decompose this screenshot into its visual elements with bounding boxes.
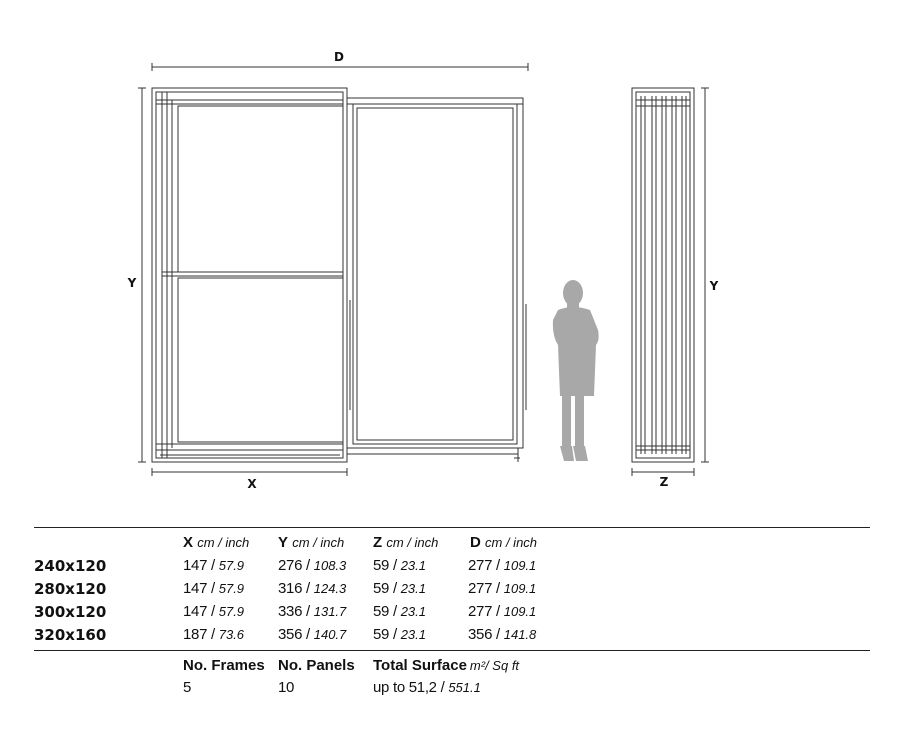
cell-x bbox=[183, 626, 244, 643]
cell-imperial: 109.1 bbox=[503, 581, 537, 596]
panels-label: No. Panels bbox=[278, 657, 355, 674]
person-silhouette-icon bbox=[553, 280, 599, 461]
surface-metric: up to 51,2 / bbox=[373, 679, 449, 696]
cell-metric: 277 / bbox=[468, 557, 504, 574]
cell-y bbox=[278, 626, 346, 643]
cell-d bbox=[468, 580, 536, 597]
col-header-d bbox=[470, 534, 537, 551]
dim-label-x: X bbox=[247, 477, 257, 491]
cell-y bbox=[278, 603, 346, 620]
table-bottom-rule bbox=[34, 650, 870, 651]
col-unit: cm / inch bbox=[197, 535, 250, 550]
cell-metric: 356 / bbox=[468, 626, 504, 643]
cell-imperial: 57.9 bbox=[218, 604, 245, 619]
frames-value: 5 bbox=[183, 679, 192, 696]
frames-label: No. Frames bbox=[183, 657, 265, 674]
cell-x bbox=[183, 580, 244, 597]
dim-label-z: Z bbox=[659, 475, 669, 489]
surface-value bbox=[373, 679, 481, 696]
col-key: X bbox=[183, 534, 194, 551]
row-name: 280x120 bbox=[34, 580, 107, 598]
col-unit: cm / inch bbox=[386, 535, 439, 550]
cell-imperial: 109.1 bbox=[503, 604, 537, 619]
table-top-rule bbox=[34, 527, 870, 528]
cell-imperial: 109.1 bbox=[503, 558, 537, 573]
cell-z bbox=[373, 603, 426, 620]
cell-imperial: 73.6 bbox=[218, 627, 245, 642]
cell-metric: 147 / bbox=[183, 557, 219, 574]
cell-imperial: 23.1 bbox=[400, 604, 426, 619]
cell-metric: 277 / bbox=[468, 603, 504, 620]
cell-metric: 187 / bbox=[183, 626, 219, 643]
cell-metric: 59 / bbox=[373, 580, 401, 597]
cell-imperial: 141.8 bbox=[503, 627, 537, 642]
col-key: Y bbox=[278, 534, 289, 551]
cell-y bbox=[278, 580, 346, 597]
surface-header bbox=[373, 657, 519, 674]
dim-label-y-front: Y bbox=[127, 276, 137, 290]
cell-metric: 147 / bbox=[183, 580, 219, 597]
cell-imperial: 140.7 bbox=[313, 627, 347, 642]
cell-x bbox=[183, 557, 244, 574]
col-key: Z bbox=[373, 534, 383, 551]
cell-z bbox=[373, 557, 426, 574]
cell-imperial: 124.3 bbox=[313, 581, 347, 596]
dim-label-y-side: Y bbox=[709, 279, 719, 293]
cell-imperial: 23.1 bbox=[400, 581, 426, 596]
cell-metric: 277 / bbox=[468, 580, 504, 597]
row-name: 300x120 bbox=[34, 603, 107, 621]
col-header-x bbox=[183, 534, 249, 551]
cell-metric: 316 / bbox=[278, 580, 314, 597]
row-name: 240x120 bbox=[34, 557, 107, 575]
cell-imperial: 108.3 bbox=[313, 558, 347, 573]
cell-metric: 59 / bbox=[373, 626, 401, 643]
cell-d bbox=[468, 603, 536, 620]
panels-value: 10 bbox=[278, 679, 295, 696]
cell-y bbox=[278, 557, 346, 574]
cell-d bbox=[468, 557, 536, 574]
row-name: 320x160 bbox=[34, 626, 107, 644]
cell-x bbox=[183, 603, 244, 620]
cell-imperial: 57.9 bbox=[218, 558, 245, 573]
cell-imperial: 23.1 bbox=[400, 627, 426, 642]
col-header-y bbox=[278, 534, 344, 551]
col-unit: cm / inch bbox=[485, 535, 538, 550]
cell-imperial: 57.9 bbox=[218, 581, 245, 596]
col-header-z bbox=[373, 534, 438, 551]
surface-label: Total Surface bbox=[373, 657, 467, 674]
cell-d bbox=[468, 626, 536, 643]
cell-metric: 147 / bbox=[183, 603, 219, 620]
cell-metric: 59 / bbox=[373, 603, 401, 620]
cell-metric: 336 / bbox=[278, 603, 314, 620]
surface-unit: m²/ Sq ft bbox=[469, 658, 520, 673]
cell-metric: 59 / bbox=[373, 557, 401, 574]
cell-z bbox=[373, 580, 426, 597]
cell-z bbox=[373, 626, 426, 643]
col-unit: cm / inch bbox=[292, 535, 345, 550]
surface-imperial: 551.1 bbox=[448, 680, 481, 695]
cell-metric: 276 / bbox=[278, 557, 314, 574]
col-key: D bbox=[470, 534, 481, 551]
dim-label-d: D bbox=[334, 50, 344, 64]
cell-imperial: 23.1 bbox=[400, 558, 426, 573]
cell-imperial: 131.7 bbox=[313, 604, 347, 619]
cell-metric: 356 / bbox=[278, 626, 314, 643]
